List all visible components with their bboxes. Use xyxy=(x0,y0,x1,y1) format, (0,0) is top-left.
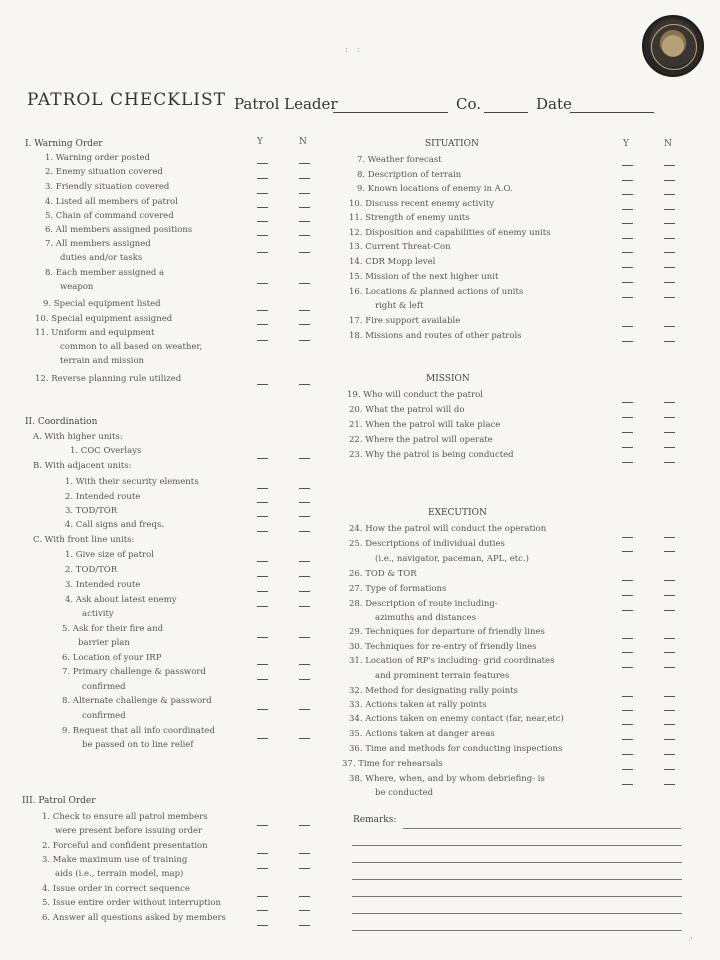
list-item: 3. Intended route xyxy=(65,580,141,590)
n-blank[interactable] xyxy=(664,282,675,283)
n-blank[interactable] xyxy=(299,458,310,459)
remarks-line[interactable] xyxy=(352,879,682,880)
situation-title: SITUATION xyxy=(425,139,479,149)
n-blank[interactable] xyxy=(299,738,310,739)
y-blank[interactable] xyxy=(622,537,633,538)
n-blank[interactable] xyxy=(299,502,310,503)
n-blank[interactable] xyxy=(664,769,675,770)
list-item: 31. Location of RP's including- grid coordinates xyxy=(349,656,555,666)
n-blank[interactable] xyxy=(664,610,675,611)
n-blank[interactable] xyxy=(299,531,310,532)
n-blank[interactable] xyxy=(664,297,675,298)
y-blank[interactable] xyxy=(622,696,633,697)
n-blank[interactable] xyxy=(664,267,675,268)
co-label: Co. xyxy=(456,95,482,113)
y-blank[interactable] xyxy=(257,310,268,311)
y-blank[interactable] xyxy=(622,638,633,639)
co-field[interactable] xyxy=(484,112,528,113)
y-blank[interactable] xyxy=(257,221,268,222)
y-blank[interactable] xyxy=(257,458,268,459)
list-item: 18. Missions and routes of other patrols xyxy=(349,331,522,341)
date-label: Date xyxy=(536,95,572,113)
y-blank[interactable] xyxy=(257,384,268,385)
patrol-leader-field[interactable] xyxy=(333,112,448,113)
list-item: 4. Ask about latest enemy xyxy=(65,595,177,605)
n-blank[interactable] xyxy=(664,432,675,433)
list-item: 1. With their security elements xyxy=(65,477,199,487)
list-item: 13. Current Threat-Con xyxy=(349,242,451,252)
y-blank[interactable] xyxy=(257,531,268,532)
n-blank[interactable] xyxy=(664,194,675,195)
y-blank[interactable] xyxy=(622,194,633,195)
y-blank[interactable] xyxy=(257,868,268,869)
list-item: 34. Actions taken on enemy contact (far, near,etc) xyxy=(349,714,564,724)
y-blank[interactable] xyxy=(257,178,268,179)
list-item: 12. Disposition and capabilities of enemy units xyxy=(349,228,551,238)
left-n-header: N xyxy=(299,137,307,147)
n-blank[interactable] xyxy=(664,341,675,342)
y-blank[interactable] xyxy=(622,462,633,463)
n-blank[interactable] xyxy=(299,679,310,680)
y-blank[interactable] xyxy=(622,667,633,668)
list-item: confirmed xyxy=(82,682,126,692)
list-item: 11. Uniform and equipment xyxy=(35,328,155,338)
list-item: 8. Alternate challenge & password xyxy=(62,696,212,706)
list-item: 9. Request that all info coordinated xyxy=(62,726,215,736)
y-blank[interactable] xyxy=(257,896,268,897)
list-item: 6. Location of your IRP xyxy=(62,653,162,663)
y-blank[interactable] xyxy=(257,825,268,826)
list-item: 2. Forceful and confident presentation xyxy=(42,841,208,851)
n-blank[interactable] xyxy=(664,667,675,668)
list-item: 24. How the patrol will conduct the operation xyxy=(349,524,547,534)
y-blank[interactable] xyxy=(622,447,633,448)
n-blank[interactable] xyxy=(664,754,675,755)
remarks-line[interactable] xyxy=(352,845,682,846)
execution-title: EXECUTION xyxy=(428,508,487,518)
y-blank[interactable] xyxy=(622,595,633,596)
n-blank[interactable] xyxy=(664,252,675,253)
remarks-line[interactable] xyxy=(352,930,682,931)
y-blank[interactable] xyxy=(257,193,268,194)
n-blank[interactable] xyxy=(299,561,310,562)
list-item: 17. Fire support available xyxy=(349,316,461,326)
y-blank[interactable] xyxy=(257,163,268,164)
n-blank[interactable] xyxy=(299,853,310,854)
n-blank[interactable] xyxy=(299,324,310,325)
list-item: 36. Time and methods for conducting inspections xyxy=(349,744,563,754)
y-blank[interactable] xyxy=(257,207,268,208)
n-blank[interactable] xyxy=(299,606,310,607)
list-item: 12. Reverse planning rule utilized xyxy=(35,374,182,384)
list-item: 2. TOD/TOR xyxy=(65,565,118,575)
list-item: azimuths and distances xyxy=(375,613,477,623)
list-item: 27. Type of formations xyxy=(349,584,447,594)
list-item: 1. Warning order posted xyxy=(45,153,150,163)
n-blank[interactable] xyxy=(299,207,310,208)
n-blank[interactable] xyxy=(299,868,310,869)
n-blank[interactable] xyxy=(299,591,310,592)
n-blank[interactable] xyxy=(664,223,675,224)
y-blank[interactable] xyxy=(257,502,268,503)
y-blank[interactable] xyxy=(622,282,633,283)
coordination-title: II. Coordination xyxy=(25,417,98,427)
y-blank[interactable] xyxy=(622,238,633,239)
list-item: 20. What the patrol will do xyxy=(349,405,465,415)
n-blank[interactable] xyxy=(299,235,310,236)
n-blank[interactable] xyxy=(299,252,310,253)
list-item: 3. TOD/TOR xyxy=(65,506,118,516)
n-blank[interactable] xyxy=(299,910,310,911)
n-blank[interactable] xyxy=(299,896,310,897)
list-item: 30. Techniques for re-entry of friendly lines xyxy=(349,642,537,652)
list-item: 25. Descriptions of individual duties xyxy=(349,539,505,549)
list-item: 2. Intended route xyxy=(65,492,141,502)
n-blank[interactable] xyxy=(299,516,310,517)
list-item: 22. Where the patrol will operate xyxy=(349,435,493,445)
page-title: PATROL CHECKLIST xyxy=(27,90,226,110)
list-item: 28. Description of route including- xyxy=(349,599,498,609)
y-blank[interactable] xyxy=(257,340,268,341)
y-blank[interactable] xyxy=(257,679,268,680)
list-item: 9. Known locations of enemy in A.O. xyxy=(357,184,513,194)
list-item: 19. Who will conduct the patrol xyxy=(347,390,483,400)
n-blank[interactable] xyxy=(299,488,310,489)
n-blank[interactable] xyxy=(664,326,675,327)
list-item: 1. Check to ensure all patrol members xyxy=(42,812,208,822)
date-field[interactable] xyxy=(570,112,654,113)
n-blank[interactable] xyxy=(299,340,310,341)
list-item: duties and/or tasks xyxy=(60,253,143,263)
list-item: confirmed xyxy=(82,711,126,721)
y-blank[interactable] xyxy=(257,853,268,854)
list-item: barrier plan xyxy=(78,638,130,648)
list-item: 26. TOD & TOR xyxy=(349,569,417,579)
list-item: 29. Techniques for departure of friendly lines xyxy=(349,627,545,637)
list-item: 6. Answer all questions asked by members xyxy=(42,913,226,923)
n-blank[interactable] xyxy=(664,447,675,448)
n-blank[interactable] xyxy=(299,384,310,385)
list-item: (i.e., navigator, paceman, APL, etc.) xyxy=(375,554,529,564)
y-blank[interactable] xyxy=(622,432,633,433)
y-blank[interactable] xyxy=(622,165,633,166)
patrol-order-title: III. Patrol Order xyxy=(22,796,96,806)
n-blank[interactable] xyxy=(664,739,675,740)
n-blank[interactable] xyxy=(664,595,675,596)
seal-logo xyxy=(642,15,704,77)
list-item: 7. Primary challenge & password xyxy=(62,667,206,677)
n-blank[interactable] xyxy=(299,709,310,710)
list-item: 9. Special equipment listed xyxy=(43,299,161,309)
y-blank[interactable] xyxy=(622,326,633,327)
y-blank[interactable] xyxy=(257,252,268,253)
y-blank[interactable] xyxy=(622,223,633,224)
list-item: 2. Enemy situation covered xyxy=(45,167,163,177)
list-item: be conducted xyxy=(375,788,434,798)
y-blank[interactable] xyxy=(622,784,633,785)
list-item: common to all based on weather, xyxy=(60,342,203,352)
n-blank[interactable] xyxy=(664,209,675,210)
y-blank[interactable] xyxy=(622,610,633,611)
list-item: 16. Locations & planned actions of units xyxy=(349,287,524,297)
n-blank[interactable] xyxy=(299,825,310,826)
list-item: be passed on to line relief xyxy=(82,740,194,750)
list-item: weapon xyxy=(60,282,94,292)
y-blank[interactable] xyxy=(622,710,633,711)
y-blank[interactable] xyxy=(257,324,268,325)
n-blank[interactable] xyxy=(299,576,310,577)
remarks-line[interactable] xyxy=(352,913,682,914)
list-item: 6. All members assigned positions xyxy=(45,225,193,235)
y-blank[interactable] xyxy=(622,180,633,181)
list-item: were present before issuing order xyxy=(55,826,203,836)
n-blank[interactable] xyxy=(299,310,310,311)
subsection-title: B. With adjacent units: xyxy=(33,461,132,471)
list-item: terrain and mission xyxy=(60,356,145,366)
list-item: aids (i.e., terrain model, map) xyxy=(55,869,184,879)
y-blank[interactable] xyxy=(622,580,633,581)
right-y-header: Y xyxy=(623,139,629,149)
y-blank[interactable] xyxy=(622,652,633,653)
mission-title: MISSION xyxy=(426,374,470,384)
list-item: right & left xyxy=(375,301,424,311)
list-item: 4. Listed all members of patrol xyxy=(45,197,178,207)
y-blank[interactable] xyxy=(257,235,268,236)
y-blank[interactable] xyxy=(257,591,268,592)
subsection-title: A. With higher units: xyxy=(33,432,123,442)
n-blank[interactable] xyxy=(664,417,675,418)
remarks-label: Remarks: xyxy=(353,815,397,825)
y-blank[interactable] xyxy=(257,738,268,739)
list-item: 3. Friendly situation covered xyxy=(45,182,170,192)
n-blank[interactable] xyxy=(299,221,310,222)
list-item: 11. Strength of enemy units xyxy=(349,213,470,223)
y-blank[interactable] xyxy=(257,910,268,911)
y-blank[interactable] xyxy=(622,252,633,253)
warning-order-title: I. Warning Order xyxy=(25,139,103,149)
patrol-leader-label: Patrol Leader xyxy=(234,95,338,113)
y-blank[interactable] xyxy=(257,561,268,562)
list-item: 3. Make maximum use of training xyxy=(42,855,188,865)
list-item: 7. Weather forecast xyxy=(357,155,442,165)
n-blank[interactable] xyxy=(299,163,310,164)
y-blank[interactable] xyxy=(622,739,633,740)
y-blank[interactable] xyxy=(622,297,633,298)
left-y-header: Y xyxy=(257,137,263,147)
list-item: 4. Issue order in correct sequence xyxy=(42,884,190,894)
y-blank[interactable] xyxy=(257,709,268,710)
list-item: 23. Why the patrol is being conducted xyxy=(349,450,514,460)
list-item: 33. Actions taken at rally points xyxy=(349,700,487,710)
y-blank[interactable] xyxy=(257,637,268,638)
list-item: 21. When the patrol will take place xyxy=(349,420,501,430)
y-blank[interactable] xyxy=(622,769,633,770)
list-item: 5. Ask for their fire and xyxy=(62,624,164,634)
list-item: 5. Chain of command covered xyxy=(45,211,174,221)
remarks-line[interactable] xyxy=(403,828,681,829)
n-blank[interactable] xyxy=(299,283,310,284)
y-blank[interactable] xyxy=(257,606,268,607)
n-blank[interactable] xyxy=(299,664,310,665)
y-blank[interactable] xyxy=(257,516,268,517)
remarks-line[interactable] xyxy=(352,896,682,897)
n-blank[interactable] xyxy=(664,180,675,181)
list-item: 15. Mission of the next higher unit xyxy=(349,272,499,282)
n-blank[interactable] xyxy=(664,696,675,697)
list-item: 14. CDR Mopp level xyxy=(349,257,436,267)
remarks-line[interactable] xyxy=(352,862,682,863)
y-blank[interactable] xyxy=(257,664,268,665)
n-blank[interactable] xyxy=(664,462,675,463)
n-blank[interactable] xyxy=(664,537,675,538)
list-item: and prominent terrain features xyxy=(375,671,510,681)
y-blank[interactable] xyxy=(622,724,633,725)
list-item: 35. Actions taken at danger areas xyxy=(349,729,495,739)
list-item: activity xyxy=(82,609,114,619)
y-blank[interactable] xyxy=(257,925,268,926)
n-blank[interactable] xyxy=(664,238,675,239)
list-item: 5. Issue entire order without interruption xyxy=(42,898,221,908)
list-item: 8. Each member assigned a xyxy=(45,268,165,278)
y-blank[interactable] xyxy=(622,267,633,268)
list-item: 10. Special equipment assigned xyxy=(35,314,173,324)
list-item: 7. All members assigned xyxy=(45,239,151,249)
n-blank[interactable] xyxy=(299,637,310,638)
right-n-header: N xyxy=(664,139,672,149)
n-blank[interactable] xyxy=(664,551,675,552)
y-blank[interactable] xyxy=(622,402,633,403)
n-blank[interactable] xyxy=(299,178,310,179)
n-blank[interactable] xyxy=(664,652,675,653)
subsection-title: C. With front line units: xyxy=(33,535,135,545)
n-blank[interactable] xyxy=(664,710,675,711)
n-blank[interactable] xyxy=(664,580,675,581)
n-blank[interactable] xyxy=(299,925,310,926)
y-blank[interactable] xyxy=(622,417,633,418)
list-item: 1. Give size of patrol xyxy=(65,550,154,560)
list-item: 4. Call signs and freqs. xyxy=(65,520,165,530)
list-item: 1. COC Overlays xyxy=(70,446,142,456)
y-blank[interactable] xyxy=(257,283,268,284)
n-blank[interactable] xyxy=(664,784,675,785)
list-item: 32. Method for designating rally points xyxy=(349,686,519,696)
list-item: 8. Description of terrain xyxy=(357,170,462,180)
n-blank[interactable] xyxy=(664,638,675,639)
y-blank[interactable] xyxy=(257,576,268,577)
scan-specks: : : xyxy=(345,45,363,55)
n-blank[interactable] xyxy=(299,193,310,194)
list-item: 37. Time for rehearsals xyxy=(342,759,443,769)
list-item: 38. Where, when, and by whom debriefing- is xyxy=(349,774,545,784)
y-blank[interactable] xyxy=(622,551,633,552)
n-blank[interactable] xyxy=(664,165,675,166)
list-item: 10. Discuss recent enemy activity xyxy=(349,199,495,209)
scan-mark: ·' xyxy=(688,936,693,945)
n-blank[interactable] xyxy=(664,402,675,403)
y-blank[interactable] xyxy=(622,209,633,210)
y-blank[interactable] xyxy=(257,488,268,489)
y-blank[interactable] xyxy=(622,754,633,755)
n-blank[interactable] xyxy=(664,724,675,725)
y-blank[interactable] xyxy=(622,341,633,342)
